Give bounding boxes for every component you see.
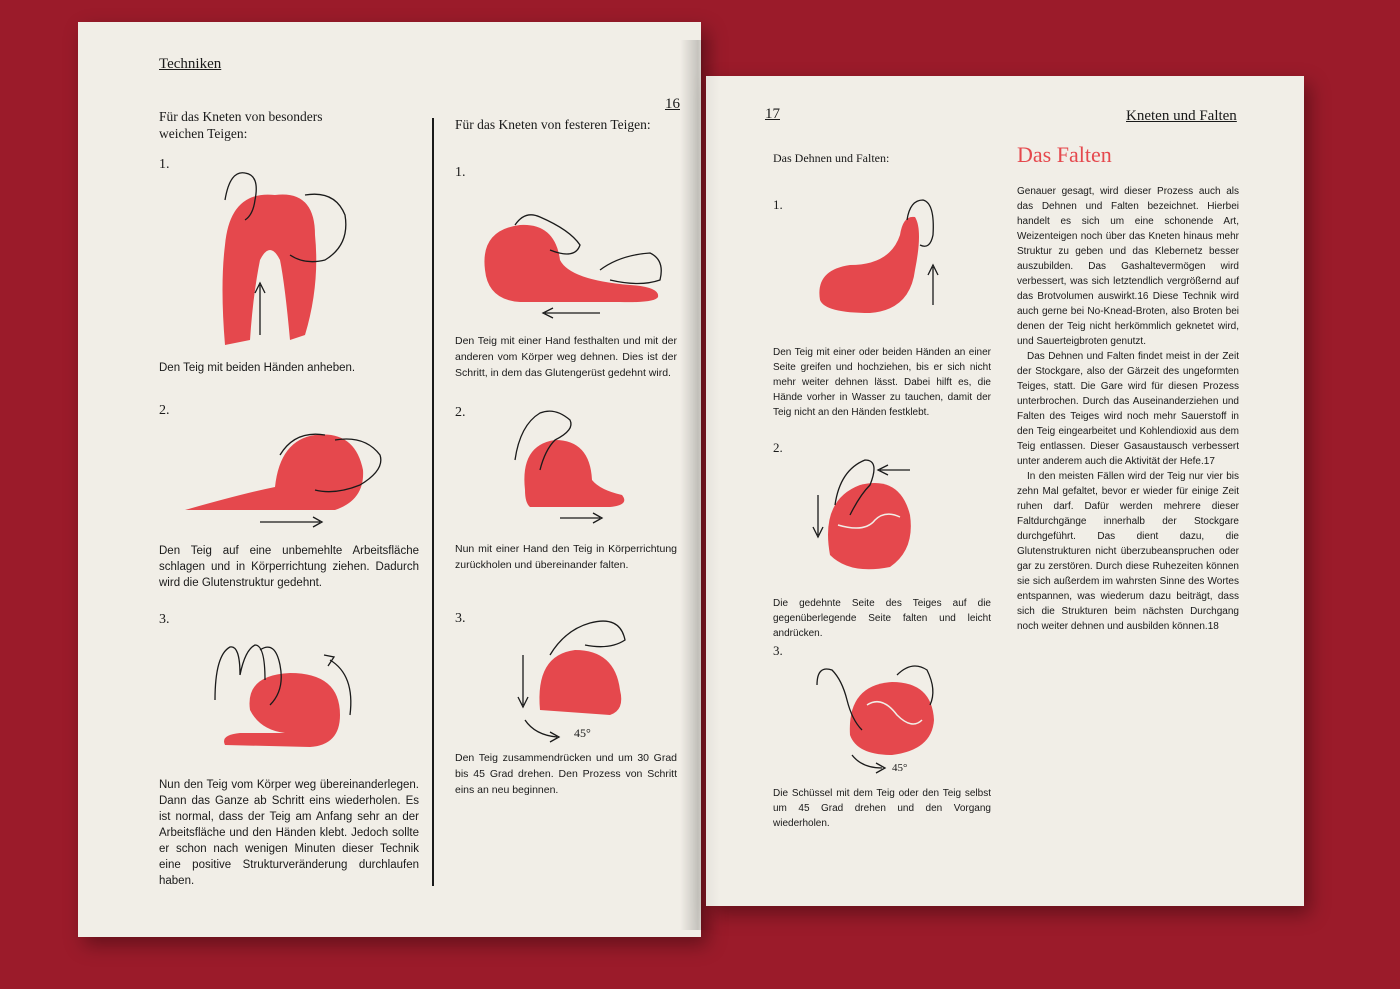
col1-step-1-number: 1. [159, 157, 170, 172]
col1-step-2-number: 2. [159, 403, 170, 418]
page-number-right: 17 [765, 106, 780, 122]
column-divider [432, 118, 434, 886]
page-number-left: 16 [665, 96, 680, 112]
col2-angle-label: 45° [574, 726, 591, 740]
page-header-left: Techniken [159, 56, 222, 72]
col2-step-3-number: 3. [455, 611, 466, 626]
col2-step-1-number: 1. [455, 165, 466, 180]
col2-heading: Für das Kneten von festeren Teigen: [455, 117, 651, 132]
illustration-stretch-dough [480, 205, 670, 320]
illustration-fold-over-dough [810, 455, 920, 580]
illustration-lift-dough [205, 165, 355, 345]
r-col1-step-2-number: 2. [773, 440, 783, 455]
r-col1-angle-label: 45° [892, 762, 908, 774]
article-paragraph-1: Genauer gesagt, wird dieser Prozess auch als das Dehnen und Falten bezeichnet. Hierbei handelt es sich um eine schonende Art, Weizenteigen noch über das Kneten hinaus mehr Struktur zu geben und das Klebernetz besser auszubilden. Das Gashaltevermögen wird verbessert, was sich letztendlich vergrößernd auf das Brotvolumen auswirkt.16 Diese Technik wird auch gerne bei No-Knead-Broten, also Broten bei denen der Teig nicht herkömmlich geknetet wird, und Sauerteigbroten genutzt. [1017, 186, 1239, 347]
r-col1-step-1-text: Den Teig mit einer oder beiden Händen an einer Seite greifen und hochziehen, bis er sich nicht mehr weiter dehnen lässt. Dabei hilft es, die Hände vorher in Wasser zu tauchen, damit der Teig nicht an den Händen festklebt. [773, 347, 991, 418]
r-col1-step-2-text: Die gedehnte Seite des Teiges auf die gegenüberlegende Seite falten und leicht andrücken. [773, 598, 991, 639]
illustration-fold-dough [200, 635, 360, 755]
col1-step-2-text: Den Teig auf eine unbemehlte Arbeitsfläche schlagen und in Körperrichtung ziehen. Dadurch wird die Glutenstruktur gedehnt. [159, 545, 419, 589]
col2-step-2-number: 2. [455, 405, 466, 420]
article-paragraph-2: Das Dehnen und Falten findet meist in der Zeit der Stockgare, also der Gärzeit des ungeformten Teiges, statt. Die Gare wird für diesen Prozess unterbrochen. Durch das Auseinanderziehen und Falten des Teiges wird noch mehr Sauerstoff in den Teig eingearbeitet und Kohlendioxid aus dem Teig entlassen. Dieser Gasaustausch verbessert unter anderem auch die Aktivität der Hefe.17 [1017, 351, 1239, 467]
illustration-pull-back-dough [510, 405, 635, 525]
r-col1-heading: Das Dehnen und Falten: [773, 151, 890, 165]
page-header-right: Kneten und Falten [1126, 108, 1237, 124]
col1-heading: Für das Kneten von besonders weichen Teigen: [159, 109, 323, 141]
r-col1-step-3-number: 3. [773, 643, 783, 658]
article-title: Das Falten [1017, 142, 1112, 167]
col2-step-1-text: Den Teig mit einer Hand festhalten und mit der anderen vom Körper weg dehnen. Dies ist der Schritt, in dem das Glutengerüst gedehnt wird. [455, 335, 677, 379]
illustration-stretch-up-dough [815, 195, 945, 325]
r-col1-step-3-text: Die Schüssel mit dem Teig oder den Teig selbst um 45 Grad drehen und den Vorgang wiederholen. [773, 788, 991, 829]
article-body [1017, 184, 1239, 634]
r-col1-step-1-number: 1. [773, 197, 783, 212]
col1-step-1-text: Den Teig mit beiden Händen anheben. [159, 362, 356, 374]
article-paragraph-3: In den meisten Fällen wird der Teig nur vier bis zehn Mal gefaltet, bevor er wieder für einige Zeit ruhen darf. Dafür werden mehrere dieser Faltdurchgänge innerhalb der Stockgare durchgeführt. Das dient dazu, die Glutenstrukturen nicht überzubeanspruchen oder gar zu zerstören. Durch diese Ruhezeiten können sie sich außerdem im wahrsten Sinne des Wortes entspannen, was wiederum dazu beiträgt, dass sich die Strukturen beim nächsten Durchgang noch weiter dehnen und ausbilden können.18 [1017, 471, 1239, 632]
illustration-rotate-bowl-dough [812, 660, 942, 770]
col1-step-3-number: 3. [159, 612, 170, 627]
col1-step-3-text: Nun den Teig vom Körper weg übereinanderlegen. Dann das Ganze ab Schritt eins wiederholen. Es ist normal, dass der Teig am Anfang sehr an der Arbeitsfläche und den Händen klebt. Jedoch sollte er schon nach wenigen Minuten dieser Technik eine positive Strukturveränderung durchlaufen haben. [159, 779, 419, 887]
illustration-slap-dough [185, 425, 385, 530]
col2-step-2-text: Nun mit einer Hand den Teig in Körperrichtung zurückholen und übereinander falten. [455, 543, 677, 571]
col2-step-3-text: Den Teig zusammendrücken und um 30 Grad bis 45 Grad drehen. Den Prozess von Schritt eins an neu beginnen. [455, 752, 677, 796]
